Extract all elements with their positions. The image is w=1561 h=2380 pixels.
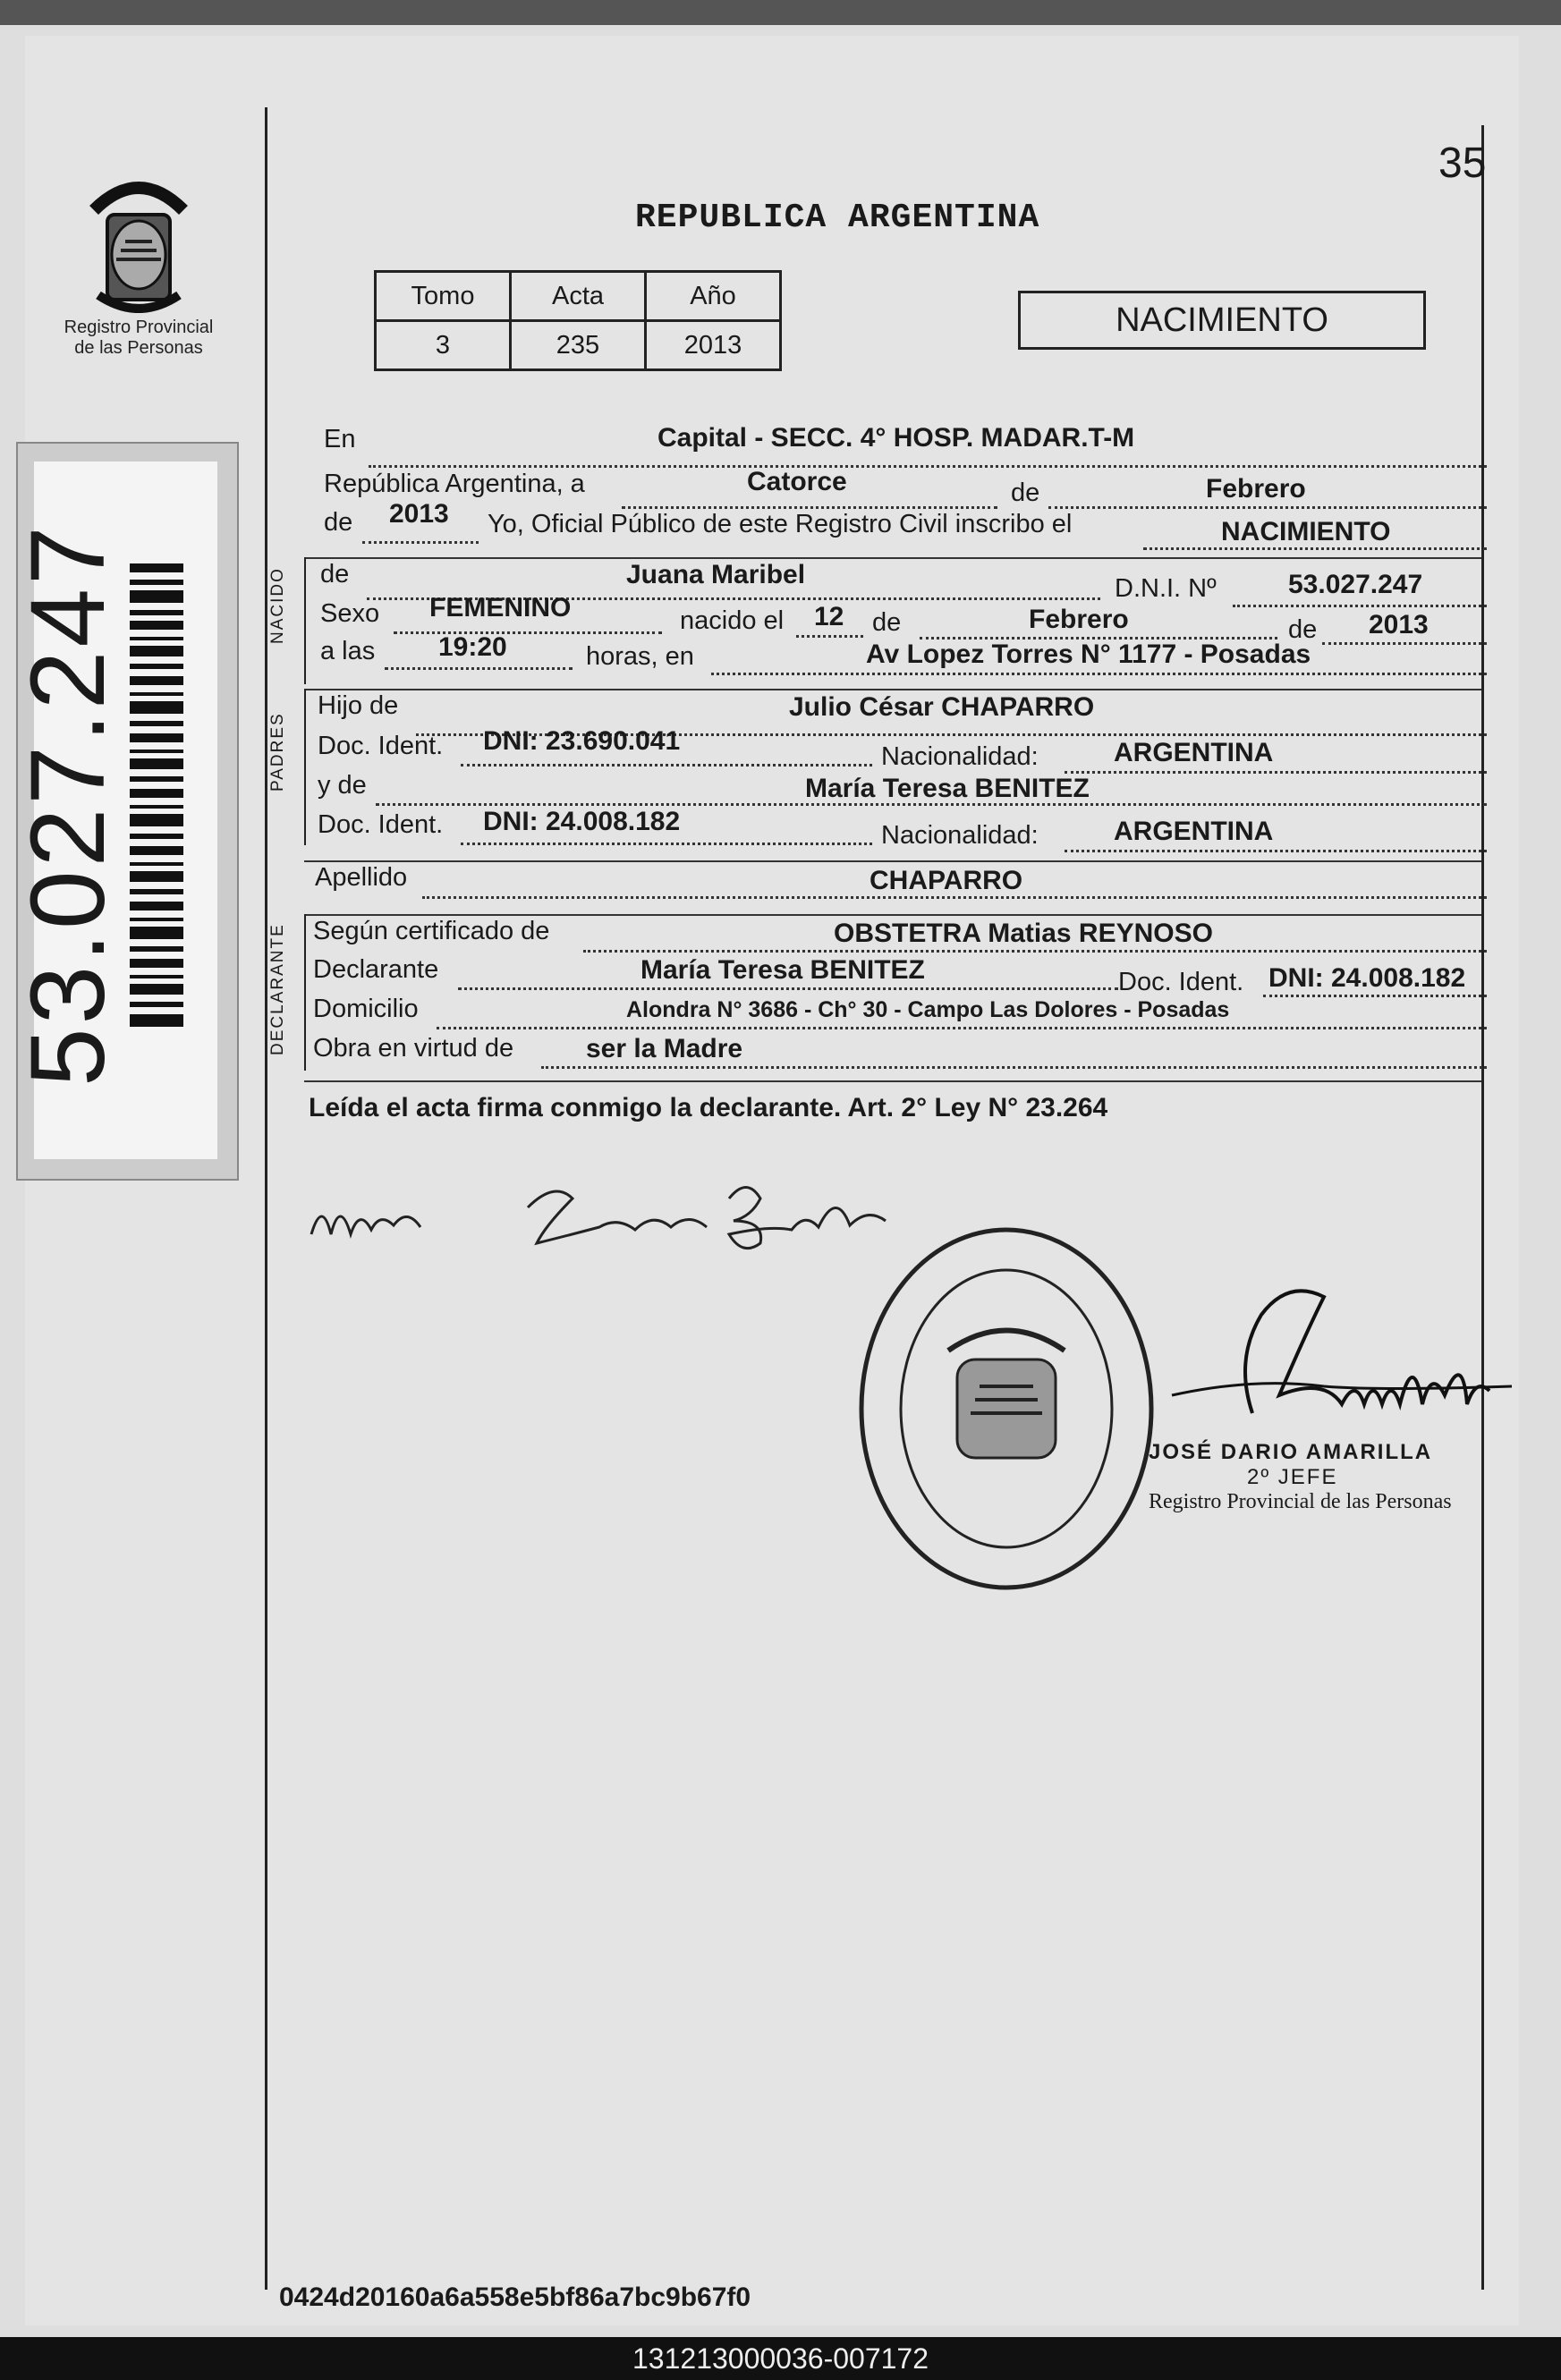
child-name-value: Juana Maribel — [626, 560, 806, 589]
hijo-de-label: Hijo de — [318, 691, 399, 720]
certificado-label: Según certificado de — [313, 917, 550, 945]
mother-doc-label: Doc. Ident. — [318, 810, 444, 839]
dotted-line — [796, 635, 863, 638]
month-value: Febrero — [1206, 474, 1306, 504]
official-stamp — [850, 1216, 1163, 1601]
official-name: JOSÉ DARIO AMARILLA — [1149, 1440, 1433, 1464]
mother-nationality-value: ARGENTINA — [1114, 817, 1274, 846]
year-value: 2013 — [389, 499, 449, 529]
official-title: 2º JEFE — [1247, 1465, 1338, 1489]
dotted-line — [1065, 850, 1487, 852]
page-number: 35 — [1438, 140, 1487, 187]
dotted-line — [458, 987, 1118, 990]
oficial-text: Yo, Oficial Público de este Registro Civil inscribo el — [488, 510, 1073, 538]
father-doc-value: DNI: 23.690.041 — [483, 726, 681, 756]
apellido-label: Apellido — [315, 863, 408, 892]
dotted-line — [437, 1027, 1487, 1029]
page-title: REPUBLICA ARGENTINA — [635, 199, 1040, 237]
section-divider — [304, 689, 1481, 690]
dotted-line — [422, 896, 1487, 899]
registry-logo — [54, 161, 224, 376]
dotted-line — [1065, 771, 1487, 774]
de2-label: de — [324, 508, 353, 537]
sexo-label: Sexo — [320, 599, 380, 628]
section-divider — [304, 1080, 1481, 1082]
nacido-de-label: de — [320, 560, 350, 589]
document-hash: 0424d20160a6a558e5bf86a7bc9b67f0 — [279, 2283, 751, 2312]
domicilio-value: Alondra N° 3686 - Ch° 30 - Campo Las Dolores - Posadas — [626, 997, 1230, 1022]
dotted-line — [394, 631, 662, 634]
logo-caption-2: de las Personas — [74, 338, 203, 358]
logo-caption-1: Registro Provincial — [64, 318, 214, 337]
dotted-line — [461, 764, 872, 767]
mother-name-value: María Teresa BENITEZ — [805, 774, 1090, 803]
republica-label: República Argentina, a — [324, 470, 585, 498]
father-doc-label: Doc. Ident. — [318, 732, 444, 760]
y-de-label: y de — [318, 771, 367, 800]
apellido-value: CHAPARRO — [870, 866, 1023, 895]
dotted-line — [1143, 547, 1487, 550]
mother-doc-value: DNI: 24.008.182 — [483, 807, 681, 836]
birth-month-value: Febrero — [1029, 605, 1129, 634]
de-label: de — [1288, 615, 1318, 644]
birth-place-value: Av Lopez Torres N° 1177 - Posadas — [866, 639, 1311, 669]
father-nationality-label: Nacionalidad: — [881, 742, 1039, 771]
dotted-line — [1322, 642, 1487, 645]
top-strip — [0, 0, 1561, 25]
official-signature-block — [1149, 1440, 1452, 1514]
footer-code: 131213000036-007172 — [0, 2337, 1561, 2380]
anio-header: Año — [646, 272, 781, 321]
declarante-doc-value: DNI: 24.008.182 — [1268, 963, 1466, 993]
anio-value: 2013 — [646, 321, 781, 370]
acta-header: Acta — [511, 272, 646, 321]
birth-year-value: 2013 — [1369, 610, 1429, 639]
dotted-line — [369, 465, 1487, 468]
dotted-line — [622, 506, 997, 509]
padres-section-label: PADRES — [268, 712, 287, 792]
declarante-label: Declarante — [313, 955, 439, 984]
tomo-header: Tomo — [376, 272, 511, 321]
dotted-line — [583, 950, 1487, 953]
de-label: de — [872, 608, 902, 637]
right-margin-line — [1481, 125, 1484, 2290]
dotted-line — [461, 843, 872, 845]
place-value: Capital - SECC. 4° HOSP. MADAR.T-M — [657, 423, 1135, 453]
section-divider — [304, 914, 1481, 916]
dotted-line — [385, 667, 573, 670]
de-label: de — [1011, 479, 1040, 507]
dotted-line — [362, 541, 479, 544]
obra-value: ser la Madre — [586, 1034, 743, 1063]
dotted-line — [1048, 506, 1487, 509]
record-type-box: NACIMIENTO — [1018, 291, 1426, 350]
mother-nationality-label: Nacionalidad: — [881, 821, 1039, 850]
section-bar — [304, 914, 306, 1071]
father-name-value: Julio César CHAPARRO — [789, 692, 1095, 722]
declarante-section-label: DECLARANTE — [268, 923, 287, 1055]
sexo-value: FEMENINO — [429, 593, 572, 623]
section-bar — [304, 689, 306, 845]
certificado-value: OBSTETRA Matias REYNOSO — [834, 919, 1213, 948]
father-nationality-value: ARGENTINA — [1114, 738, 1274, 767]
acta-value: 235 — [511, 321, 646, 370]
official-office: Registro Provincial de las Personas — [1149, 1490, 1452, 1513]
birth-day-value: 12 — [814, 602, 844, 631]
nacido-el-label: nacido el — [680, 606, 785, 635]
declarant-signature — [304, 1172, 912, 1279]
legal-statement: Leída el acta firma conmigo la declarante. Art. 2° Ley N° 23.264 — [309, 1093, 1108, 1122]
declarante-doc-label: Doc. Ident. — [1118, 968, 1244, 996]
declarante-value: María Teresa BENITEZ — [641, 955, 925, 985]
left-margin-line — [265, 107, 267, 2290]
horas-label: horas, en — [586, 642, 694, 671]
section-divider — [304, 557, 1481, 559]
birth-time-value: 19:20 — [438, 632, 507, 662]
alas-label: a las — [320, 637, 376, 665]
barcode-icon — [130, 563, 183, 1038]
section-divider — [304, 860, 1481, 862]
en-label: En — [324, 425, 356, 453]
obra-label: Obra en virtud de — [313, 1034, 514, 1063]
act-type-value: NACIMIENTO — [1221, 517, 1391, 546]
dotted-line — [541, 1066, 1487, 1069]
record-table — [374, 270, 782, 371]
side-id-number: 53.027.247 — [9, 522, 127, 1087]
nacido-section-label: NACIDO — [268, 567, 287, 644]
official-signature — [1145, 1279, 1512, 1449]
dotted-line — [1233, 605, 1487, 607]
dotted-line — [1263, 995, 1487, 997]
dotted-line — [711, 673, 1487, 675]
section-bar — [304, 557, 306, 684]
tomo-value: 3 — [376, 321, 511, 370]
day-words-value: Catorce — [747, 467, 847, 496]
child-dni-value: 53.027.247 — [1288, 570, 1423, 599]
dni-label: D.N.I. Nº — [1115, 574, 1217, 603]
provincial-seal-icon — [81, 161, 197, 313]
domicilio-label: Domicilio — [313, 995, 419, 1023]
